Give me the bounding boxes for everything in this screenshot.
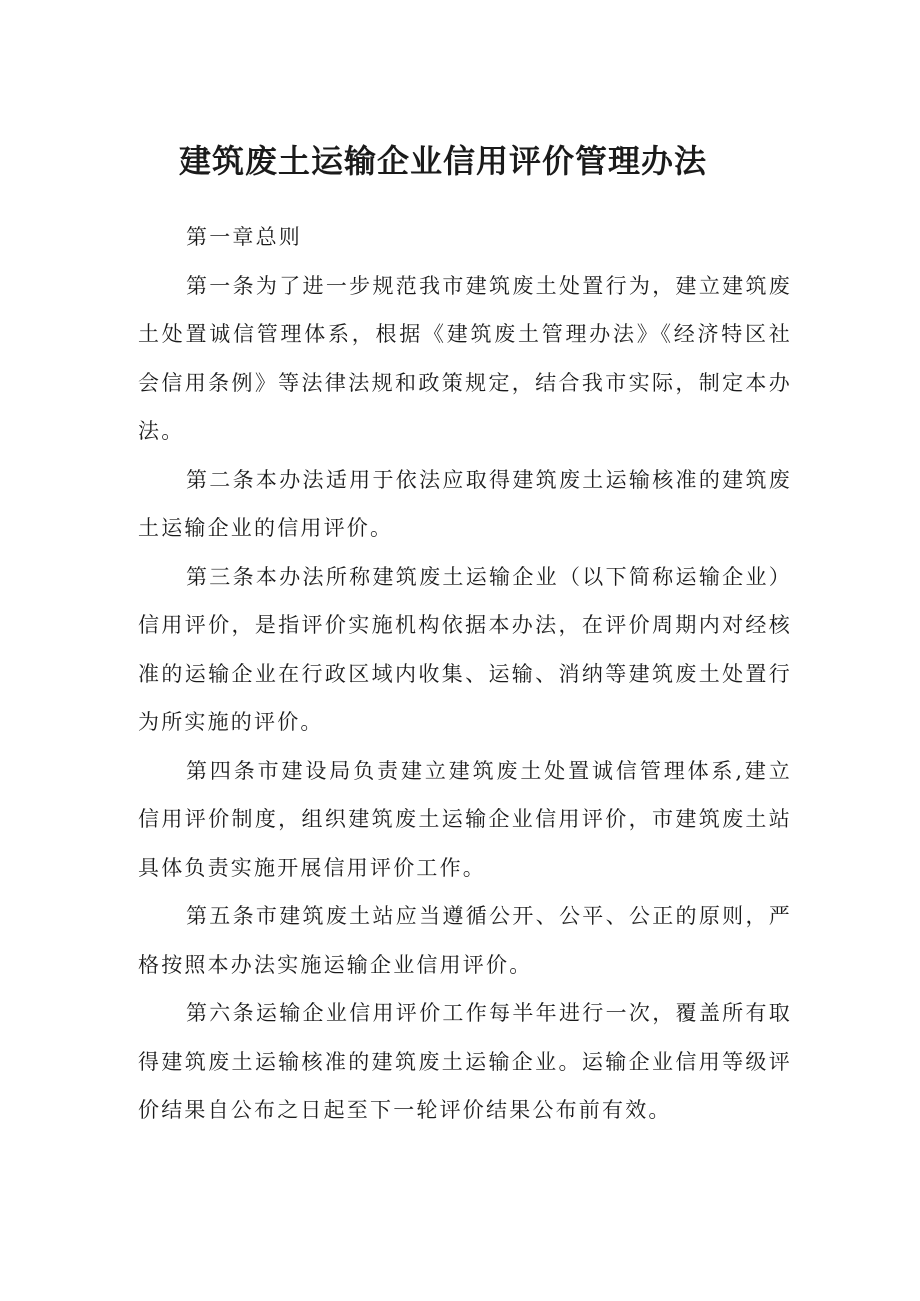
article-3: 第三条本办法所称建筑废土运输企业（以下简称运输企业）信用评价，是指评价实施机构依据本办法，在评价周期内对经核准的运输企业在行政区域内收集、运输、消纳等建筑废土处置行为所实施的评价。 [138, 564, 792, 734]
chapter-heading: 第一章总则 [186, 225, 302, 249]
document-body [138, 213, 792, 1135]
article-6: 第六条运输企业信用评价工作每半年进行一次，覆盖所有取得建筑废土运输核准的建筑废土运输企业。运输企业信用等级评价结果自公布之日起至下一轮评价结果公布前有效。 [138, 1001, 792, 1122]
article-1: 第一条为了进一步规范我市建筑废土处置行为，建立建筑废土处置诚信管理体系，根据《建筑废土管理办法》《经济特区社会信用条例》等法律法规和政策规定，结合我市实际，制定本办法。 [138, 273, 792, 443]
article-5: 第五条市建筑废土站应当遵循公开、公平、公正的原则，严格按照本办法实施运输企业信用评价。 [138, 904, 792, 977]
article-2: 第二条本办法适用于依法应取得建筑废土运输核准的建筑废土运输企业的信用评价。 [138, 467, 792, 540]
document-title: 建筑废土运输企业信用评价管理办法 [178, 142, 707, 180]
article-4: 第四条市建设局负责建立建筑废土处置诚信管理体系,建立信用评价制度，组织建筑废土运输企业信用评价，市建筑废土站具体负责实施开展信用评价工作。 [138, 758, 792, 880]
